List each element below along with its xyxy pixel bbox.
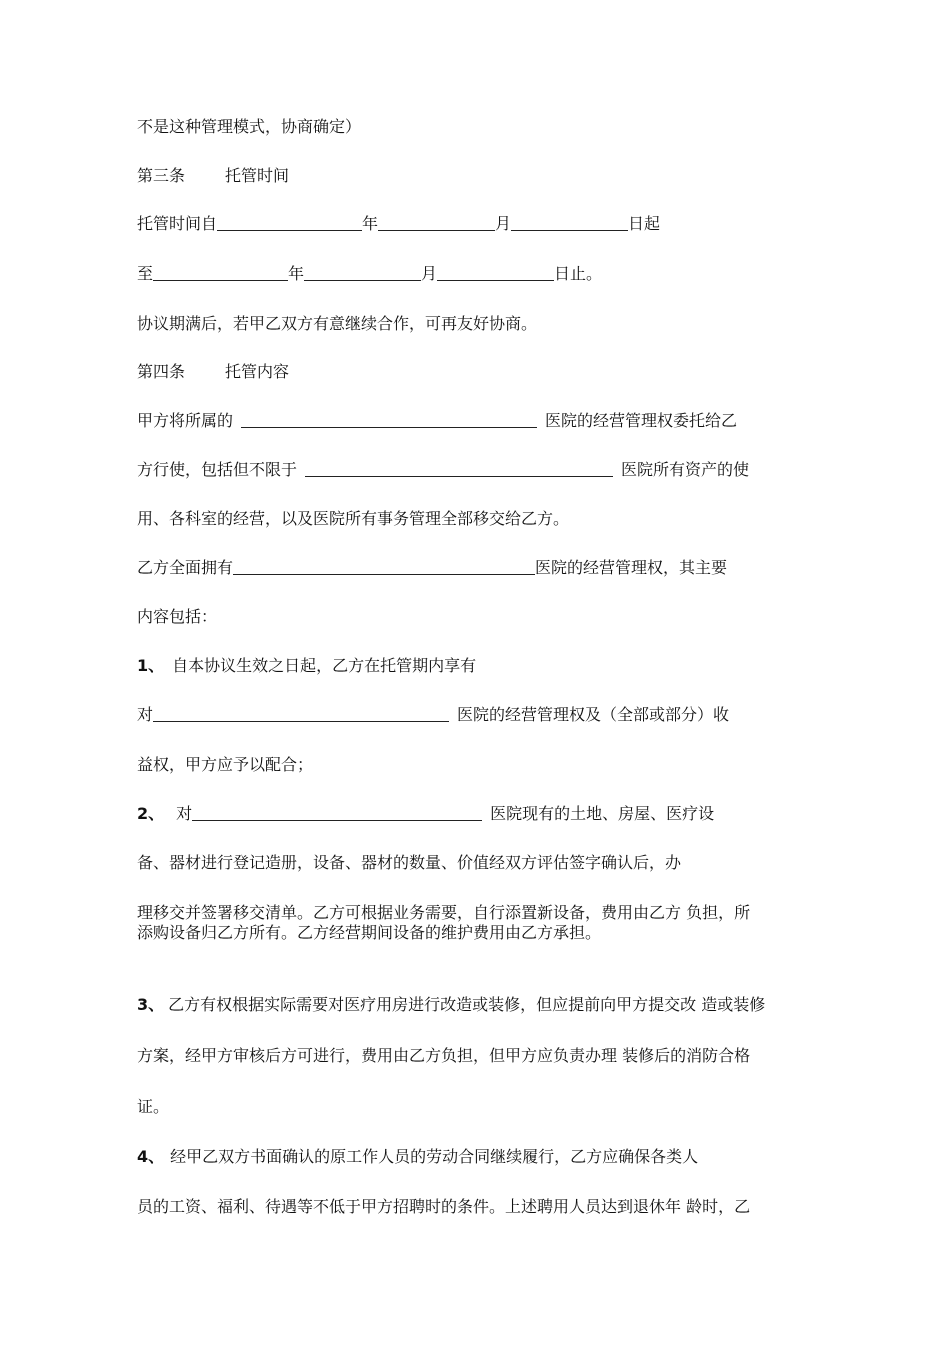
item-number: 3、 <box>137 995 165 1014</box>
text-line: 添购设备归乙方所有。乙方经营期间设备的维护费用由乙方承担。 <box>137 923 602 942</box>
text-line: 方案，经甲方审核后方可进行，费用由乙方负担，但甲方应负责办理 装修后的消防合格 <box>137 1046 751 1065</box>
text-line: 甲方将所属的 医院的经营管理权委托给乙 <box>137 411 738 430</box>
text-line: 备、器材进行登记造册，设备、器材的数量、价值经双方评估签字确认后，办 <box>137 853 682 872</box>
item-number: 4、 <box>137 1147 165 1166</box>
article-number: 第四条 <box>137 362 186 381</box>
text-line: 理移交并签署移交清单。乙方可根据业务需要，自行添置新设备，费用由乙方 负担，所 <box>137 903 751 922</box>
list-item-1: 1、 自本协议生效之日起，乙方在托管期内享有 <box>137 656 477 675</box>
text-line: 员的工资、福利、待遇等不低于甲方招聘时的条件。上述聘用人员达到退休年 龄时，乙 <box>137 1197 751 1216</box>
hospital-name-blank <box>153 705 449 722</box>
article-number: 第三条 <box>137 166 186 185</box>
year-blank <box>153 264 288 281</box>
text-line: 证。 <box>137 1097 170 1116</box>
term-end-line: 至 年 月 日止。 <box>137 264 603 283</box>
day-blank <box>511 214 628 231</box>
article-4-heading <box>137 362 289 382</box>
hospital-name-blank <box>241 411 537 428</box>
hospital-name-blank <box>305 460 613 477</box>
article-title: 托管时间 <box>225 166 290 185</box>
hospital-name-blank <box>192 804 482 821</box>
text-line: 对 医院的经营管理权及（全部或部分）收 <box>137 705 730 724</box>
item-number: 1、 <box>137 656 165 675</box>
text-line: 益权，甲方应予以配合； <box>137 755 314 774</box>
list-item-2: 2、 对 医院现有的土地、房屋、医疗设 <box>137 804 715 823</box>
article-3-heading <box>137 166 289 186</box>
text-line: 不是这种管理模式，协商确定） <box>137 117 362 136</box>
text-line: 方行使，包括但不限于 医院所有资产的使 <box>137 460 750 479</box>
text-line: 乙方全面拥有 医院的经营管理权，其主要 <box>137 558 728 577</box>
hospital-name-blank <box>233 558 535 575</box>
text-line: 内容包括： <box>137 607 218 626</box>
day-blank <box>437 264 554 281</box>
article-title: 托管内容 <box>225 362 290 381</box>
term-start-line: 托管时间自 年 月 日起 <box>137 214 661 233</box>
list-item-3: 3、 乙方有权根据实际需要对医疗用房进行改造或装修，但应提前向甲方提交改 造或装修 <box>137 995 766 1014</box>
text-line: 用、各科室的经营，以及医院所有事务管理全部移交给乙方。 <box>137 509 570 528</box>
year-blank <box>217 214 362 231</box>
month-blank <box>304 264 421 281</box>
month-blank <box>378 214 495 231</box>
text-line: 协议期满后，若甲乙双方有意继续合作，可再友好协商。 <box>137 314 538 333</box>
list-item-4: 4、 经甲乙双方书面确认的原工作人员的劳动合同继续履行，乙方应确保各类人 <box>137 1147 699 1166</box>
item-number: 2、 <box>137 804 165 823</box>
